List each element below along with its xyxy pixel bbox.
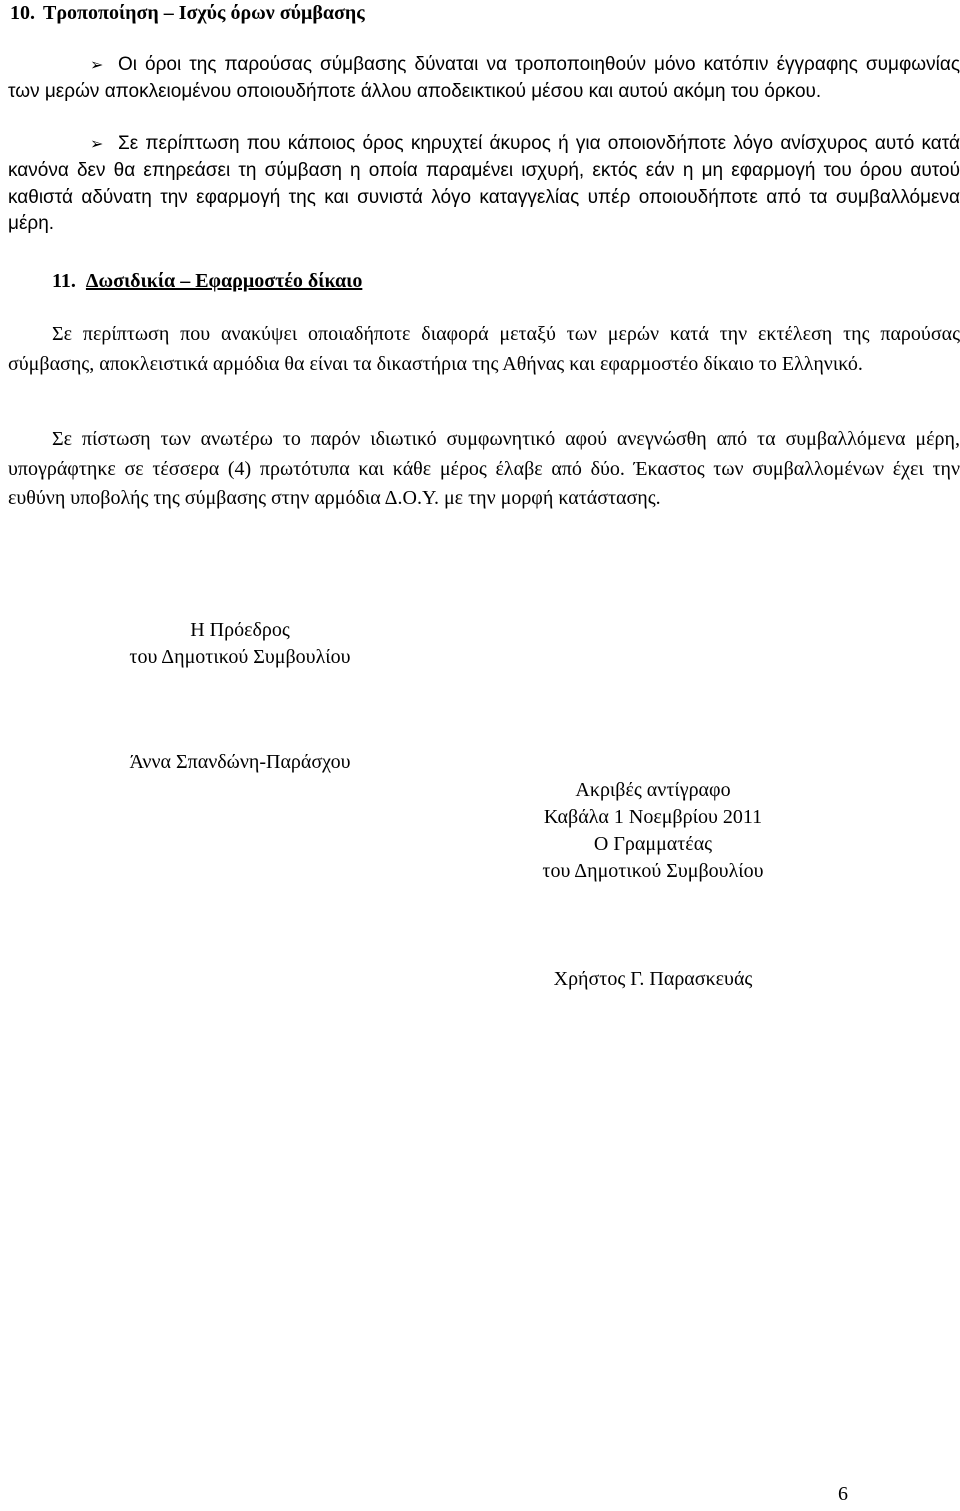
page-number: 6 <box>838 1483 848 1505</box>
signature-right-name: Χρήστος Γ. Παρασκευάς <box>553 968 753 990</box>
signature-right-role: Ο Γραμματέας <box>593 833 713 855</box>
section-11-heading <box>52 268 362 294</box>
section-11-title: Δωσιδικία – Εφαρμοστέο δίκαιο <box>85 270 363 292</box>
signature-left-name: Άννα Σπανδώνη-Παράσχου <box>129 751 351 773</box>
section-10-number: 10. <box>10 2 35 24</box>
section-10-heading <box>10 0 365 26</box>
signature-right-place-date: Καβάλα 1 Νοεμβρίου 2011 <box>543 806 763 828</box>
bullet-text-1: Οι όροι της παρούσας σύμβασης δύναται να τροποποιηθούν μόνο κατόπιν έγγραφης συμφωνίας των μερών αποκλειομένου οποιουδήποτε άλλου αποδεικτικού μέσου και αυτού ακόμη του όρκου. <box>8 54 960 103</box>
bullet-item-1 <box>8 52 960 106</box>
section-11-number: 11. <box>52 270 76 292</box>
bullet-text-2: Σε περίπτωση που κάποιος όρος κηρυχτεί άκυρος ή για οποιονδήποτε λόγο ανίσχυρος αυτό κατά κανόνα δεν θα επηρεάσει τη σύμβαση η οποία παραμένει ισχυρή, εκτός εάν η μη εφαρμογή του όρου αυτού καθιστά αδύνατη την εφαρμογή της και συνιστά λόγο καταγγελίας υπέρ οποιουδήποτε από τα συμβαλλόμενα μέρη. <box>8 133 960 234</box>
signature-left-role: Η Πρόεδρος <box>190 619 290 641</box>
bullet-item-2 <box>8 131 960 237</box>
paragraph-jurisdiction-text: Σε περίπτωση που ανακύψει οποιαδήποτε διαφορά μεταξύ των μερών κατά την εκτέλεση της παρούσας σύμβασης, αποκλειστικά αρμόδια θα είναι τα δικαστήρια της Αθήνας και εφαρμοστέο δίκαιο το Ελληνικό. <box>8 323 960 375</box>
signature-left-council: του Δημοτικού Συμβουλίου <box>129 646 351 668</box>
bullet-arrow-icon: ➢ <box>90 136 104 153</box>
signature-right-council: του Δημοτικού Συμβουλίου <box>542 860 764 882</box>
section-10-title: Τροποποίηση – Ισχύς όρων σύμβασης <box>43 2 365 24</box>
paragraph-jurisdiction <box>8 320 960 379</box>
bullet-arrow-icon: ➢ <box>90 57 104 74</box>
signature-right-certified-copy: Ακριβές αντίγραφο <box>575 779 731 801</box>
paragraph-closing-text: Σε πίστωση των ανωτέρω το παρόν ιδιωτικό συμφωνητικό αφού ανεγνώσθη από τα συμβαλλόμενα μέρη, υπογράφτηκε σε τέσσερα (4) πρωτότυπα και κάθε μέρος έλαβε από δύο. Έκαστος των συμβαλλομένων έχει την ευθύνη υποβολής της σύμβασης στην αρμόδια Δ.Ο.Υ. με την μορφή κατάστασης. <box>8 428 960 509</box>
paragraph-closing <box>8 425 960 514</box>
